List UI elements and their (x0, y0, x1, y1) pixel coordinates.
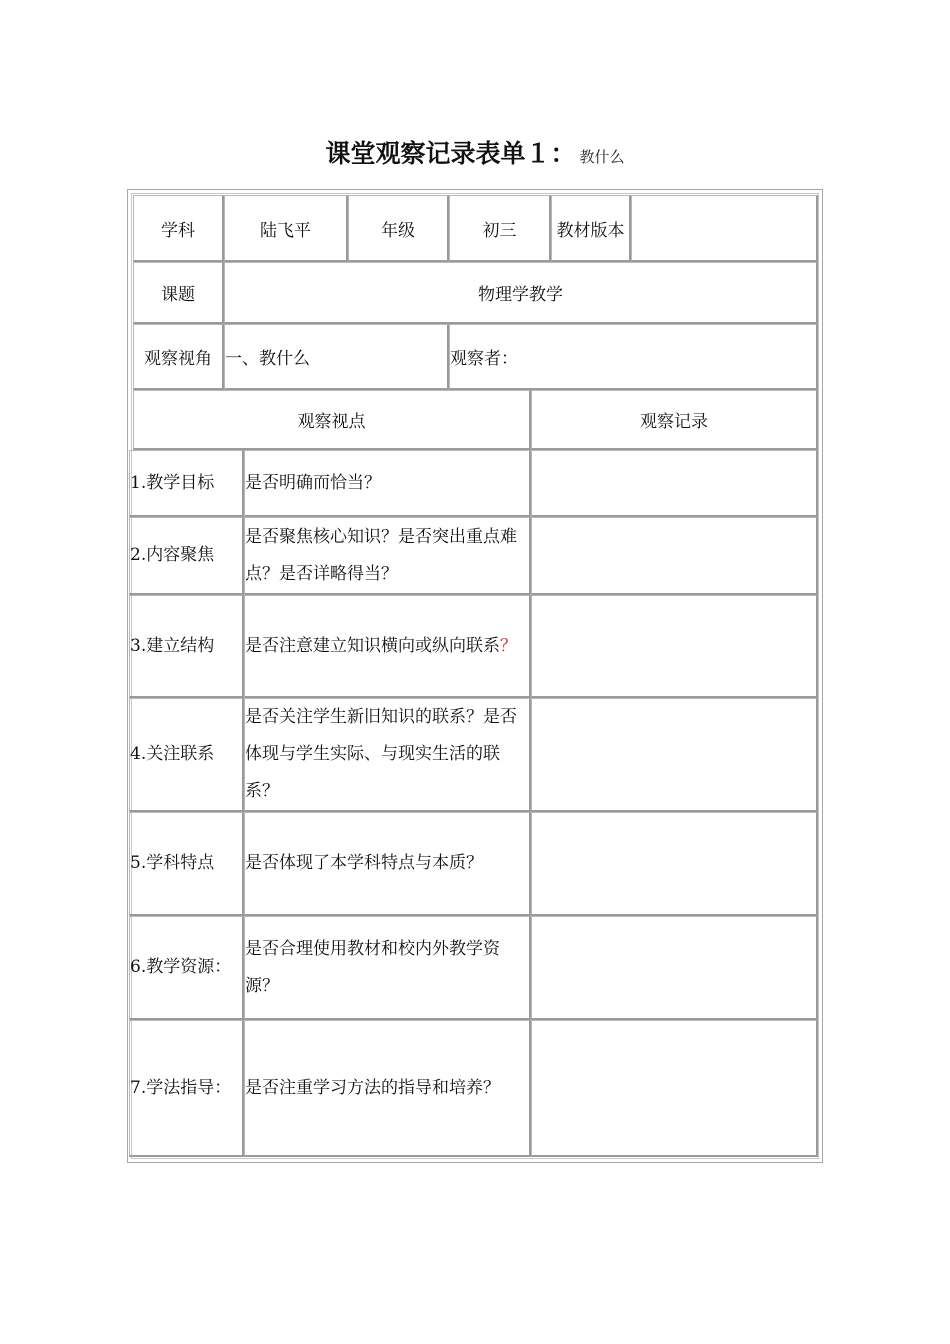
row-3-question-text: 是否注意建立知识横向或纵向联系 (245, 635, 500, 656)
row-4-question-text: 是否关注学生新旧知识的联系？是否体现与学生实际、与现实生活的联系？ (245, 707, 517, 801)
row-1-question: 是否明确而恰当？ (244, 450, 531, 517)
row-5-item: 5.学科特点 (129, 812, 244, 916)
row-2-record[interactable] (531, 517, 818, 595)
edition-value (631, 195, 818, 262)
grade-label: 年级 (348, 195, 449, 262)
row-1-record[interactable] (531, 450, 818, 517)
row-3-item: 3.建立结构 (129, 595, 244, 698)
row-1-item: 1.教学目标 (129, 450, 244, 517)
row-6-question (244, 916, 531, 1020)
row-5-question: 是否体现了本学科特点与本质？ (244, 812, 531, 916)
title-sub: 教什么 (579, 148, 625, 166)
row-3-question (244, 595, 531, 698)
subject-value: 陆飞平 (224, 195, 348, 262)
row-6-record[interactable] (531, 916, 818, 1020)
observer-field: 观察者： (449, 324, 818, 390)
row-3-record[interactable] (531, 595, 818, 698)
row-4-item: 4.关注联系 (129, 698, 244, 812)
row-6-item: 6.教学资源： (129, 916, 244, 1020)
title-main: 课堂观察记录表单１： (325, 139, 576, 168)
row-4-question (244, 698, 531, 812)
row-5-record[interactable] (531, 812, 818, 916)
subject-label: 学科 (133, 195, 224, 262)
perspective-value: 一、教什么 (224, 324, 449, 390)
row-3-question-mark: ？ (500, 635, 517, 656)
row-7-record[interactable] (531, 1020, 818, 1157)
edition-label: 教材版本 (551, 195, 631, 262)
perspective-label: 观察视角 (133, 324, 224, 390)
row-4-record[interactable] (531, 698, 818, 812)
column-header-points: 观察视点 (133, 390, 531, 450)
row-6-question-text: 是否合理使用教材和校内外教学资源？ (245, 938, 500, 996)
page-title (0, 134, 950, 170)
row-2-item: 2.内容聚焦 (129, 517, 244, 595)
row-7-question: 是否注重学习方法的指导和培养？ (244, 1020, 531, 1157)
grade-value: 初三 (449, 195, 551, 262)
row-2-question (244, 517, 531, 595)
row-2-question-text: 是否聚焦核心知识？是否突出重点难点？是否详略得当？ (245, 527, 517, 584)
row-7-item: 7.学法指导： (129, 1020, 244, 1157)
column-header-record: 观察记录 (531, 390, 818, 450)
row-3-question-wrap (245, 628, 529, 665)
topic-value: 物理学教学 (224, 262, 818, 324)
topic-label: 课题 (133, 262, 224, 324)
